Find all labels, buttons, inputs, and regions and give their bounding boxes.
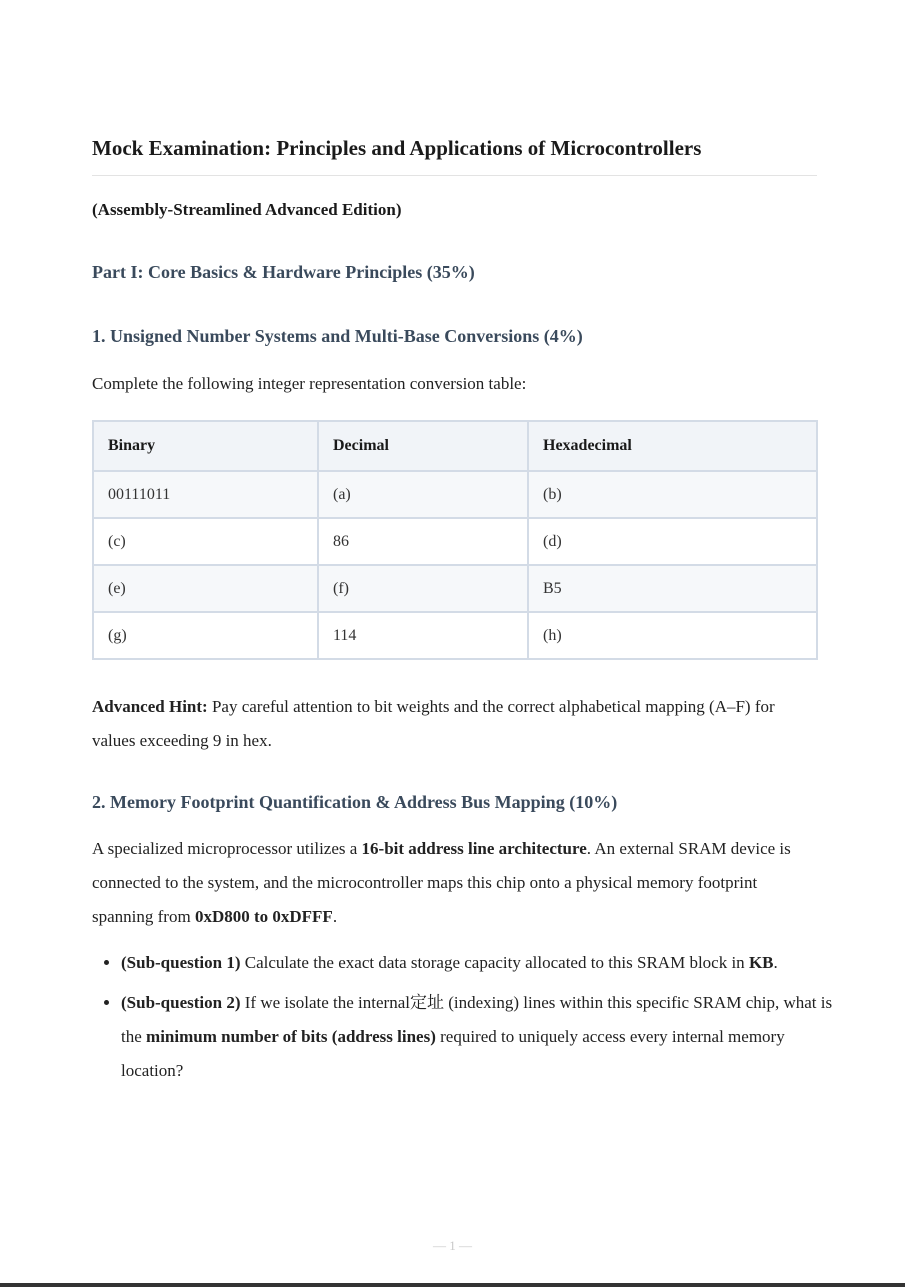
sub-question-emphasis: minimum number of bits (address lines): [146, 1027, 436, 1046]
sub-question-list: [92, 946, 846, 1094]
hint-label: Advanced Hint:: [92, 697, 208, 716]
question-1-intro: Complete the following integer representation conversion table:: [92, 374, 527, 393]
sub-question-label: (Sub-question 1): [121, 953, 241, 972]
paragraph-text: . An external SRAM device is connected to the system, and the microcontroller maps this chip onto a physical memory footprint spanning from: [92, 839, 791, 926]
document-subtitle: (Assembly-Streamlined Advanced Edition): [92, 200, 402, 219]
table-cell: (h): [528, 612, 817, 659]
paragraph-text: A specialized microprocessor utilizes a: [92, 839, 362, 858]
advanced-hint: [92, 690, 817, 758]
table-cell: 86: [318, 518, 528, 565]
table-cell: 00111011: [93, 471, 318, 518]
sub-question-label: (Sub-question 2): [121, 993, 241, 1012]
paragraph-emphasis: 0xD800 to 0xDFFF: [194, 907, 333, 926]
table-cell: (a): [318, 471, 528, 518]
question-2-paragraph: [92, 832, 817, 934]
table-header-row: [93, 421, 817, 471]
part-heading: Part I: Core Basics & Hardware Principles (35%): [92, 262, 475, 282]
table-row: [93, 518, 817, 565]
table-cell: B5: [528, 565, 817, 612]
page-number-footer: — 1 —: [433, 1238, 472, 1253]
sub-question-text: Calculate the exact data storage capacity allocated to this SRAM block in: [240, 953, 749, 972]
sub-question-text: If we isolate the internal定址 (indexing) lines within this specific SRAM chip, what is the: [121, 993, 833, 1046]
page-bottom-divider: [0, 1283, 905, 1287]
table-cell: (e): [93, 565, 318, 612]
table-cell: (d): [528, 518, 817, 565]
sub-question-text: .: [773, 953, 778, 972]
table-cell: (b): [528, 471, 817, 518]
table-row: [93, 471, 817, 518]
table-cell: (c): [93, 518, 318, 565]
table-cell: (g): [93, 612, 318, 659]
table-row: [93, 612, 817, 659]
header-hexadecimal: Hexadecimal: [528, 421, 817, 471]
paragraph-text: .: [332, 907, 338, 926]
sub-question-emphasis: KB: [748, 953, 774, 972]
table-cell: (f): [318, 565, 528, 612]
conversion-table: [92, 420, 818, 660]
list-item: [121, 986, 846, 1088]
table-row: [93, 565, 817, 612]
question-1-heading: 1. Unsigned Number Systems and Multi-Base Conversions (4%): [92, 326, 583, 346]
sub-question-text: required to uniquely access every internal memory location?: [121, 1027, 785, 1080]
question-2-heading: 2. Memory Footprint Quantification & Address Bus Mapping (10%): [92, 792, 618, 812]
paragraph-emphasis: 16-bit address line architecture: [361, 839, 587, 858]
header-binary: Binary: [93, 421, 318, 471]
document-title: Mock Examination: Principles and Applications of Microcontrollers: [92, 136, 817, 176]
table-cell: 114: [318, 612, 528, 659]
list-item: [121, 946, 846, 980]
header-decimal: Decimal: [318, 421, 528, 471]
hint-text: Pay careful attention to bit weights and the correct alphabetical mapping (A–F) for values exceeding 9 in hex.: [92, 697, 775, 750]
